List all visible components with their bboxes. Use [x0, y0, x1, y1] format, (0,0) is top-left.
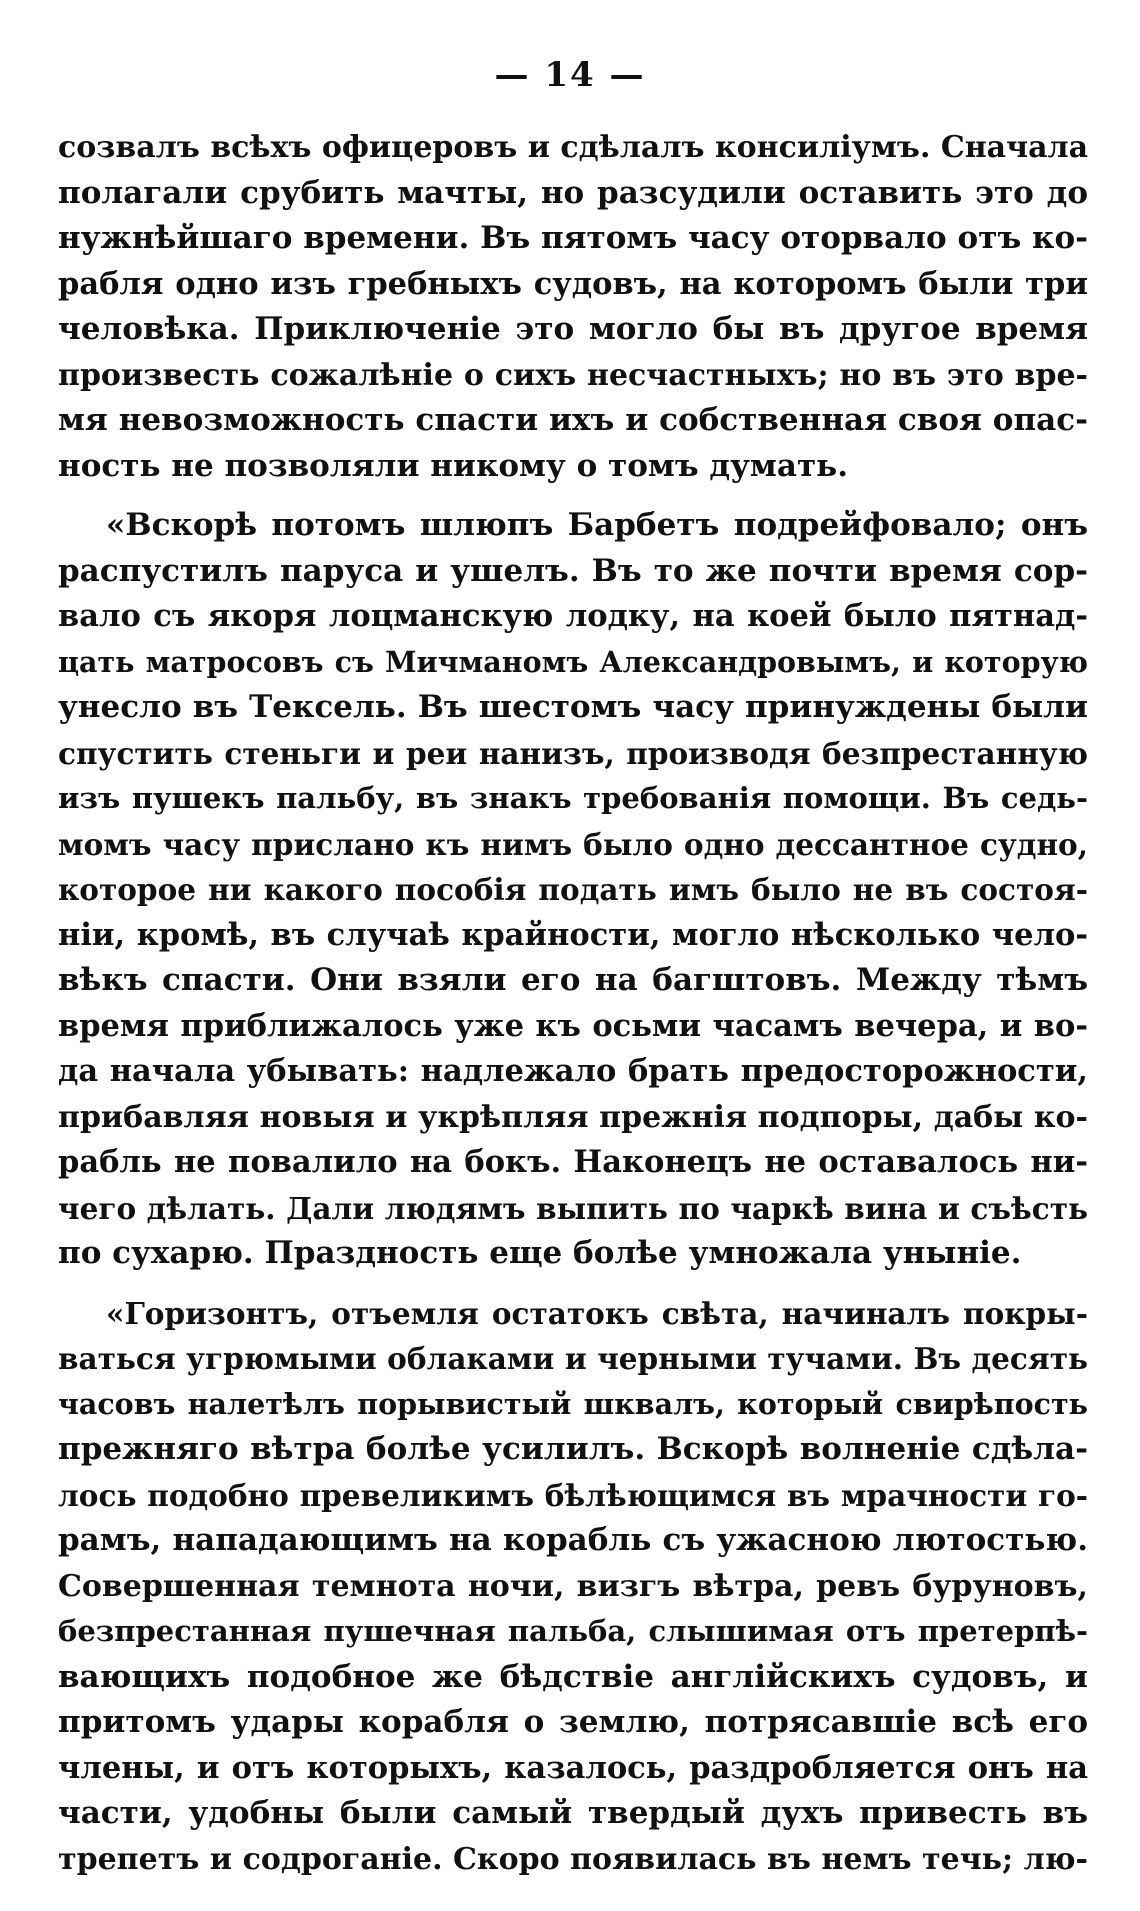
text-line: Совершенная темнота ночи, визгъ вѣтра, ревъ буруновъ,	[58, 1568, 1088, 1604]
text-line: цать матросовъ съ Мичманомъ Александровымъ, и которую	[58, 644, 1088, 679]
text-line: мя невозможность спасти ихъ и собственная своя опас-	[58, 402, 1088, 438]
text-line: да начала убывать: надлежало брать предосторожности,	[58, 1053, 1088, 1089]
paragraph-1	[58, 125, 1088, 489]
text-line: рамъ, нападающимъ на корабль съ ужасною лютостью.	[58, 1522, 1088, 1558]
text-line: прежняго вѣтра болѣе усилилъ. Вскорѣ волненiе сдѣла-	[58, 1431, 1088, 1467]
text-line: ваться угрюмыми облаками и черными тучами. Въ десять	[58, 1341, 1088, 1376]
text-line: изъ пушекъ пальбу, въ знакъ требованiя помощи. Въ седь-	[58, 781, 1088, 815]
text-line: части, удобны были самый твердый духъ привесть въ	[58, 1795, 1088, 1831]
text-line: произвесть сожалѣнiе о сихъ несчастныхъ; но въ это вре-	[58, 357, 1088, 393]
text-line: притомъ удары корабля о землю, потрясавшiе всѣ его	[58, 1704, 1088, 1740]
text-line: унесло въ Тексель. Въ шестомъ часу принуждены были	[58, 689, 1088, 725]
paragraph-2	[58, 503, 1088, 1277]
text-line: полагали срубить мачты, но разсудили оставить это до	[58, 174, 1088, 211]
text-line: рабль не повалило на бокъ. Наконецъ не оставалось ни-	[58, 1144, 1088, 1180]
text-line: прибавляя новыя и укрѣпляя прежнiя подпоры, дабы ко-	[58, 1099, 1088, 1135]
text-line: чего дѣлать. Дали людямъ выпить по чаркѣ вина и съѣсть	[58, 1190, 1088, 1226]
text-line: которое ни какого пособiя подать имъ было не въ состоя-	[58, 872, 1088, 907]
page-number: — 14 —	[494, 55, 646, 95]
text-line: ность не позволяли никому о томъ думать.	[58, 447, 848, 484]
text-line: вало съ якоря лоцманскую лодку, на коей было пятнад-	[58, 598, 1088, 634]
text-line: вающихъ подобное же бѣдствiе англiйскихъ судовъ, и	[58, 1658, 1088, 1695]
text-line: время приближалось уже къ осьми часамъ вечера, и во-	[58, 1007, 1088, 1044]
text-line: члены, и отъ которыхъ, казалось, раздробляется онъ на	[58, 1749, 1088, 1786]
paragraph-3	[58, 1291, 1088, 1883]
text-line: трепетъ и содроганiе. Скоро появилась въ немъ течь; лю-	[58, 1841, 1088, 1877]
text-line: часовъ налетѣлъ порывистый шквалъ, который свирѣпость	[58, 1386, 1088, 1421]
text-line: спустить стеньги и реи нанизъ, производя безпрестанную	[58, 735, 1088, 771]
text-line: вѣкъ спасти. Они взяли его на багштовъ. Между тѣмъ	[58, 962, 1088, 998]
text-line: лось подобно превеликимъ бѣлѣющимся въ мрачности го-	[58, 1477, 1088, 1513]
text-line: рабля одно изъ гребныхъ судовъ, на которомъ были три	[58, 265, 1088, 302]
text-line: нужнѣйшаго времени. Въ пятомъ часу оторвало отъ ко-	[58, 220, 1088, 256]
text-line: «Вскорѣ потомъ шлюпъ Барбетъ подрейфовало; онъ	[106, 507, 1088, 543]
text-line: безпрестанная пушечная пальба, слышимая отъ претерпѣ-	[58, 1614, 1088, 1648]
text-line: «Горизонтъ, отъемля остатокъ свѣта, начиналъ покры-	[106, 1295, 1088, 1331]
text-line: человѣка. Приключенiе это могло бы въ другое время	[58, 311, 1088, 347]
text-line: по сухарю. Праздность еще болѣе умножала унынiе.	[58, 1235, 1022, 1271]
text-line: момъ часу прислано къ нимъ было одно дессантное судно,	[58, 826, 1088, 862]
text-line: созвалъ всѣхъ офицеровъ и сдѣлалъ консилiумъ. Сначала	[58, 130, 1088, 165]
text-line: нiи, кромѣ, въ случаѣ крайности, могло нѣсколько чело-	[58, 916, 1088, 953]
body-text	[58, 125, 1088, 1882]
text-line: распустилъ паруса и ушелъ. Въ то же почти время сор-	[58, 552, 1088, 589]
